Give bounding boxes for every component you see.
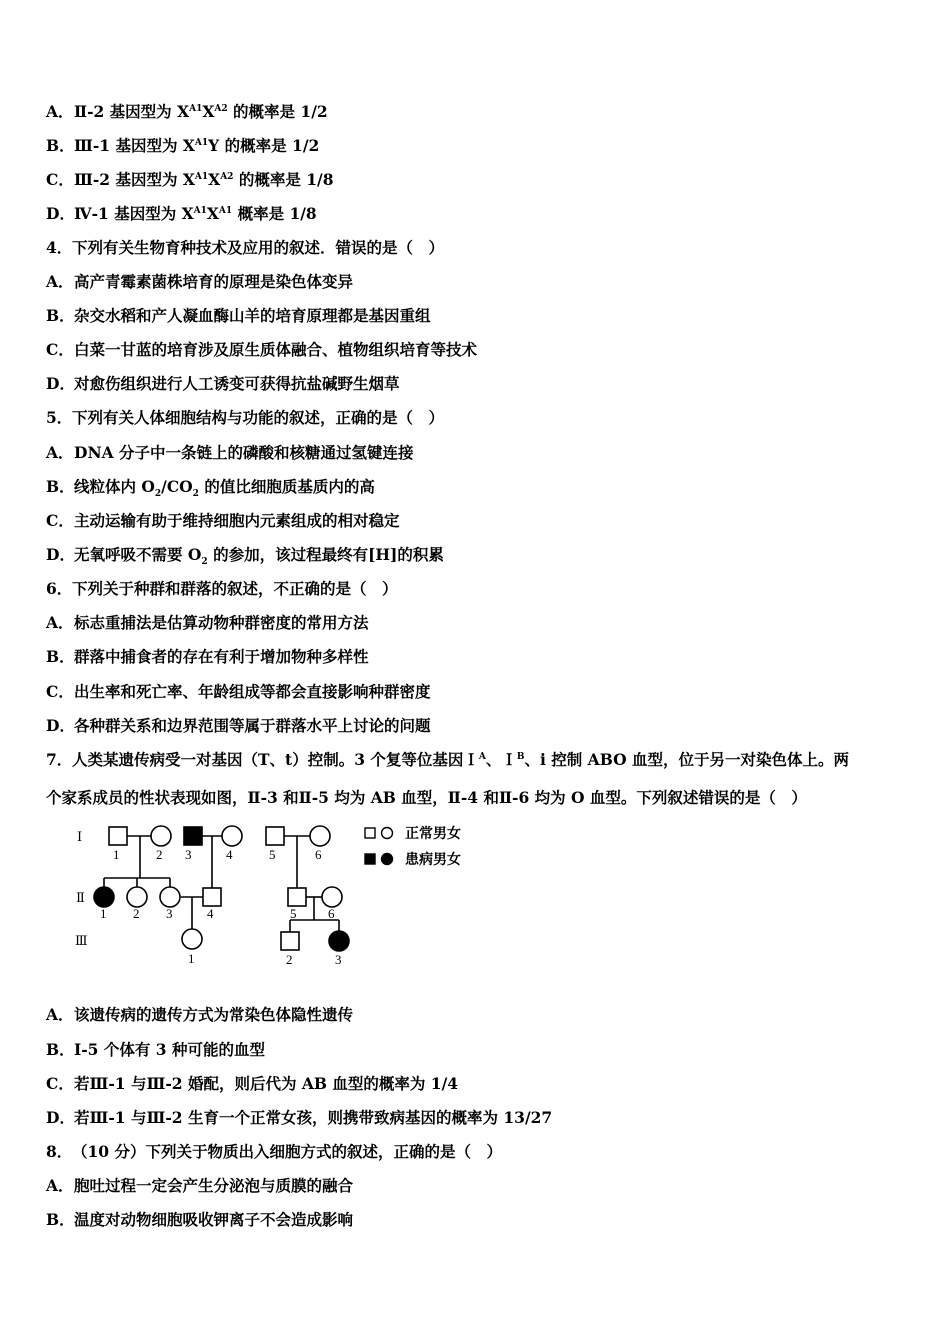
II-2-normal-female [127, 887, 147, 907]
q7-option-d: D．若Ⅲ-1 与Ⅲ-2 生育一个正常女孩，则携带致病基因的概率为 13/27 [46, 1108, 553, 1127]
q6-option-b: B．群落中捕食者的存在有利于增加物种多样性 [46, 647, 369, 666]
q4-option-a: A．高产青霉素菌株培育的原理是染色体变异 [46, 272, 354, 291]
q3-option-d: D．Ⅳ-1 基因型为 $X^{A1}X^{A1}$ 概率是 1/8 [46, 204, 317, 223]
II-3-normal-female [160, 887, 180, 907]
q5-option-c: C．主动运输有助于维持细胞内元素组成的相对稳定 [46, 511, 400, 530]
question-5-stem: 5．下列有关人体细胞结构与功能的叙述，正确的是（ ） [46, 408, 445, 427]
q6-option-d: D．各种群关系和边界范围等属于群落水平上讨论的问题 [46, 716, 431, 735]
legend-normal-label: 正常男女 [405, 826, 461, 842]
III-2-label: 2 [286, 952, 293, 967]
II-2-label: 2 [133, 906, 140, 921]
II-6-normal-female [322, 887, 342, 907]
III-3-label: 3 [335, 952, 342, 967]
I-3-label: 3 [185, 847, 192, 862]
legend-normal-female-symbol [382, 828, 393, 839]
I-6-normal-female [310, 826, 330, 846]
q3-option-c: C．Ⅲ-2 基因型为 $X^{A1}X^{A2}$ 的概率是 1/8 [46, 170, 334, 189]
q4-option-d: D．对愈伤组织进行人工诱变可获得抗盐碱野生烟草 [46, 374, 400, 393]
legend-affected-female-symbol [382, 854, 393, 865]
q5-option-d: D．无氧呼吸不需要 $O_2$ 的参加，该过程最终有[H]的积累 [46, 545, 444, 568]
II-3-label: 3 [166, 906, 173, 921]
II-4-label: 4 [207, 906, 214, 921]
generation-I-label: Ⅰ [77, 829, 83, 844]
II-4-normal-male [203, 888, 221, 906]
q5-option-a: A．DNA 分子中一条链上的磷酸和核糖通过氢键连接 [46, 443, 414, 462]
generation-II-label: Ⅱ [76, 890, 85, 905]
I-6-label: 6 [315, 847, 322, 862]
II-1-label: 1 [100, 906, 107, 921]
I-5-normal-male [266, 827, 284, 845]
legend-affected-male-symbol [365, 854, 375, 864]
q4-option-c: C．白菜一甘蓝的培育涉及原生质体融合、植物组织培育等技术 [46, 340, 478, 359]
pedigree-chart [60, 818, 480, 973]
I-3-affected-male [184, 827, 202, 845]
q6-option-c: C．出生率和死亡率、年龄组成等都会直接影响种群密度 [46, 682, 431, 701]
q3-option-a: A．Ⅱ-2 基因型为 $X^{A1}X^{A2}$ 的概率是 1/2 [46, 102, 328, 121]
q6-option-a: A．标志重捕法是估算动物种群密度的常用方法 [46, 613, 369, 632]
q7-option-c: C．若Ⅲ-1 与Ⅲ-2 婚配，则后代为 AB 血型的概率为 1/4 [46, 1074, 459, 1093]
legend-affected-label: 患病男女 [405, 852, 461, 868]
q5-option-b: B．线粒体内 $O_2/CO_2$ 的值比细胞质基质内的高 [46, 477, 375, 500]
question-4-stem: 4．下列有关生物育种技术及应用的叙述．错误的是（ ） [46, 238, 445, 257]
II-6-label: 6 [328, 906, 335, 921]
question-6-stem: 6．下列关于种群和群落的叙述，不正确的是（ ） [46, 579, 398, 598]
III-1-label: 1 [188, 951, 195, 966]
q8-option-a: A．胞吐过程一定会产生分泌泡与质膜的融合 [46, 1176, 354, 1195]
I-1-label: 1 [113, 847, 120, 862]
question-8-stem: 8．（10 分）下列关于物质出入细胞方式的叙述，正确的是（ ） [46, 1142, 502, 1161]
I-1-normal-male [109, 827, 127, 845]
generation-III-label: Ⅲ [75, 933, 88, 948]
III-1-normal-female [182, 929, 202, 949]
II-5-normal-male [288, 888, 306, 906]
q7-option-b: B．Ⅰ-5 个体有 3 种可能的血型 [46, 1040, 265, 1059]
question-7-stem-line1: 7．人类某遗传病受一对基因（T、t）控制。3 个复等位基因Ｉ$^A$、Ｉ$^B$、i 控制 ABO 血型，位于另一对染色体上。两 [46, 750, 849, 769]
q3-option-b: B．Ⅲ-1 基因型为 $X^{A1}Y$ 的概率是 1/2 [46, 136, 320, 155]
legend-normal-male-symbol [365, 828, 375, 838]
I-4-normal-female [222, 826, 242, 846]
question-7-stem-line2: 个家系成员的性状表现如图，Ⅱ-3 和Ⅱ-5 均为 AB 血型，Ⅱ-4 和Ⅱ-6 均为 O 血型。下列叙述错误的是（ ） [46, 788, 807, 807]
I-2-normal-female [151, 826, 171, 846]
III-2-normal-male [281, 932, 299, 950]
II-1-affected-female [94, 887, 114, 907]
II-5-label: 5 [290, 906, 297, 921]
q4-option-b: B．杂交水稻和产人凝血酶山羊的培育原理都是基因重组 [46, 306, 431, 325]
I-4-label: 4 [226, 847, 233, 862]
I-2-label: 2 [156, 847, 163, 862]
I-5-label: 5 [269, 847, 276, 862]
q8-option-b: B．温度对动物细胞吸收钾离子不会造成影响 [46, 1210, 354, 1229]
q7-option-a: A．该遗传病的遗传方式为常染色体隐性遗传 [46, 1005, 354, 1024]
III-3-affected-female [329, 931, 349, 951]
